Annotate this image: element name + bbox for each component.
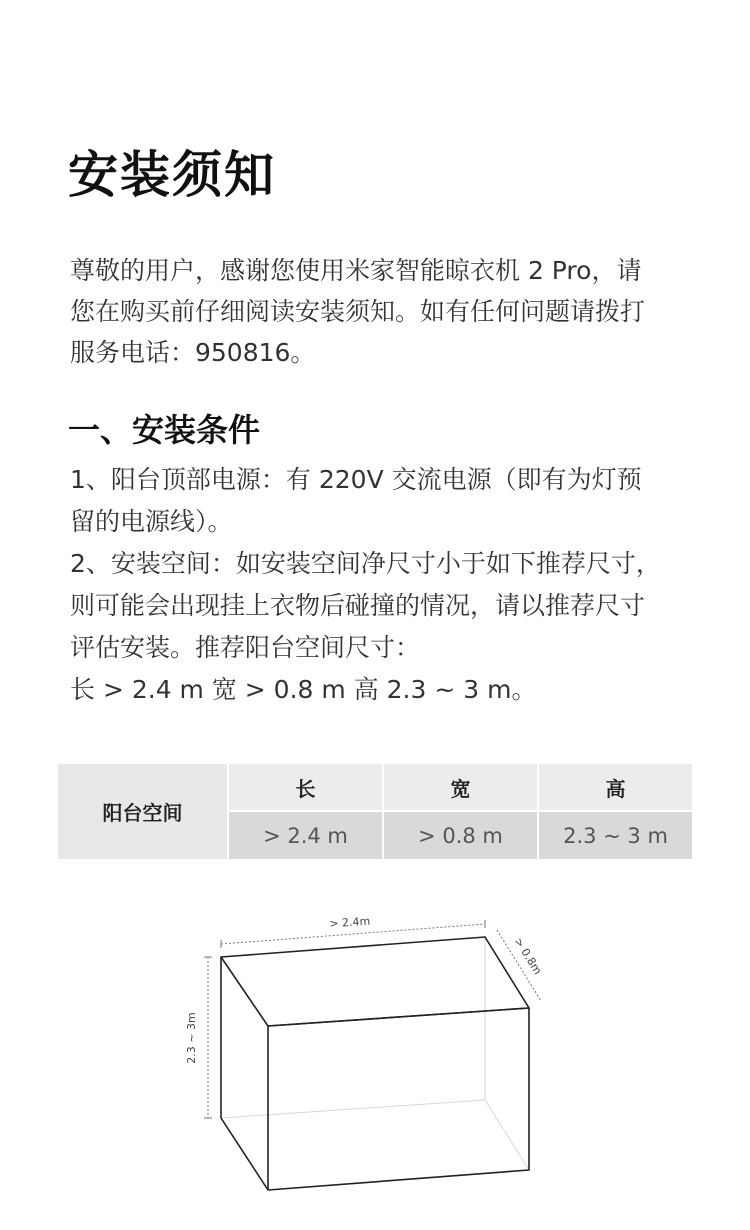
value-height: 2.3 ~ 3 m (538, 811, 693, 860)
row-label-balcony-space: 阳台空间 (57, 763, 228, 860)
balcony-box-diagram (0, 900, 750, 1200)
header-width: 宽 (383, 763, 538, 811)
condition-line: 留的电源线）。 (70, 507, 233, 536)
header-height: 高 (538, 763, 693, 811)
install-conditions-text (70, 459, 710, 711)
condition-line: 评估安装。推荐阳台空间尺寸： (70, 633, 421, 662)
value-width: > 0.8 m (383, 811, 538, 860)
height-dimension-label: 2.3 ~ 3m (185, 1012, 198, 1064)
intro-line: 尊敬的用户，感谢您使用米家智能晾衣机 2 Pro，请 (70, 256, 642, 285)
header-length: 长 (228, 763, 383, 811)
condition-line: 则可能会出现挂上衣物后碰撞的情况，请以推荐尺寸 (70, 591, 646, 620)
condition-line: 长 > 2.4 m 宽 > 0.8 m 高 2.3 ~ 3 m。 (70, 675, 537, 704)
length-dimension-label: > 2.4m (328, 914, 371, 931)
page-title: 安装须知 (68, 146, 276, 204)
balcony-size-table (56, 762, 694, 861)
intro-line: 服务电话：950816。 (70, 338, 316, 367)
box-outline (221, 937, 529, 1190)
intro-line: 您在购买前仔细阅读安装须知。如有任何问题请拨打 (70, 297, 646, 326)
condition-line: 1、阳台顶部电源：有 220V 交流电源（即有为灯预 (70, 465, 642, 494)
condition-line: 2、安装空间：如安装空间净尺寸小于如下推荐尺寸， (70, 549, 661, 578)
table-header-row (57, 763, 693, 811)
section-title-install-conditions: 一、安装条件 (68, 411, 261, 449)
width-dimension-label: > 0.8m (511, 935, 545, 977)
intro-paragraph (70, 250, 700, 373)
value-length: > 2.4 m (228, 811, 383, 860)
